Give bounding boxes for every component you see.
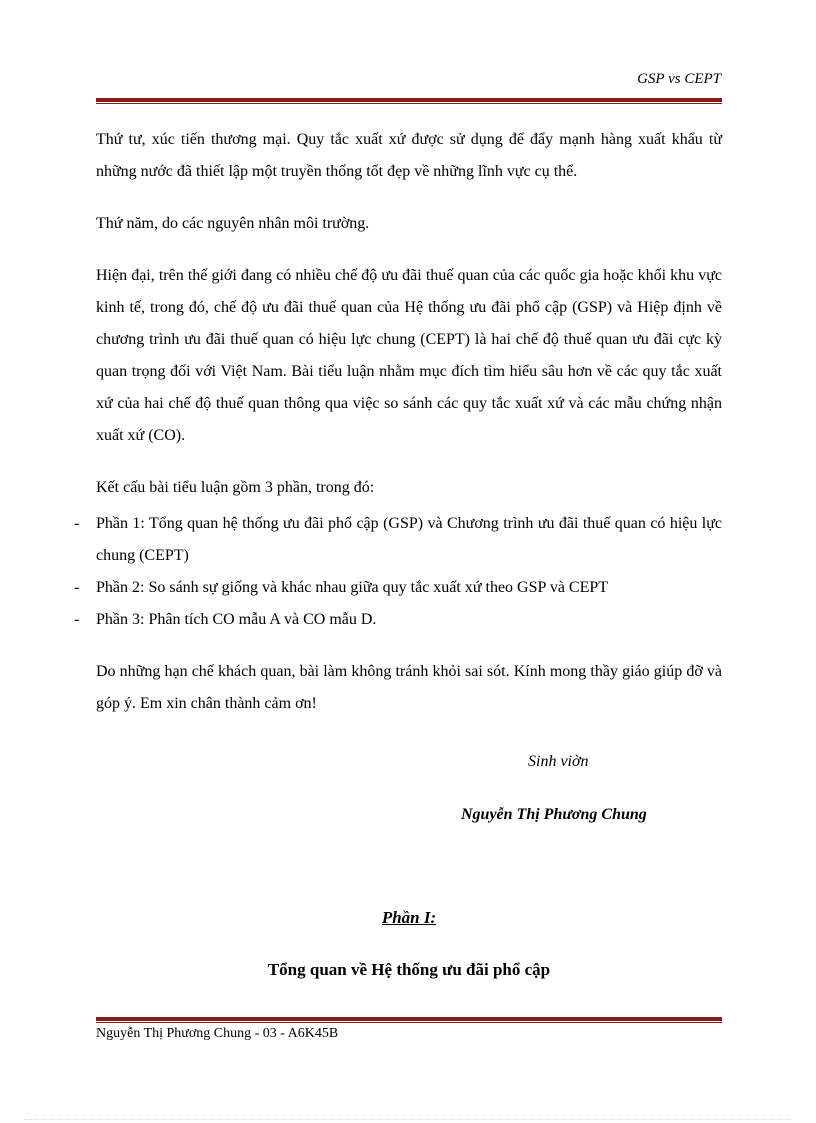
list-item-text: Phần 2: So sánh sự giống và khác nhau giữa quy tắc xuất xứ theo GSP và CEPT — [96, 579, 609, 596]
parts-list — [74, 508, 722, 636]
list-item — [74, 572, 722, 604]
running-header: GSP vs CEPT — [637, 71, 721, 87]
list-item — [74, 604, 722, 636]
list-item-text: Phần 1: Tổng quan hệ thống ưu đãi phổ cập (GSP) và Chương trình ưu đãi thuế quan có hiệu lực chung (CEPT) — [96, 515, 722, 564]
dash-bullet: - — [74, 579, 80, 596]
page-footer: Nguyễn Thị Phương Chung - 03 - A6K45B — [96, 1026, 339, 1041]
body-text — [74, 124, 722, 740]
signature-name: Nguyễn Thị Phương Chung — [461, 806, 647, 823]
paragraph-promotion: Thứ tư, xúc tiến thương mại. Quy tắc xuất xứ được sử dụng để đẩy mạnh hàng xuất khẩu từ những nước đã thiết lập một truyền thống tốt đẹp về những lĩnh vực cụ thể. — [96, 131, 722, 180]
list-item — [74, 508, 722, 572]
paragraph-structure: Kết cấu bài tiểu luận gồm 3 phần, trong đó: — [96, 479, 375, 496]
dash-bullet: - — [74, 611, 80, 628]
footer-rule — [96, 1017, 722, 1024]
paragraph-introduction: Hiện đại, trên thế giới đang có nhiều chế độ ưu đãi thuế quan của các quốc gia hoặc khối khu vực kinh tế, trong đó, chế độ ưu đãi thuế quan của Hệ thống ưu đãi phổ cập (GSP) và Hiệp định về chương trình ưu đãi thuế quan có hiệu lực chung (CEPT) là hai chế độ thuế quan ưu đãi cực kỳ quan trọng đối với Việt Nam. Bài tiểu luận nhằm mục đích tìm hiểu sâu hơn về các quy tắc xuất xứ của hai chế độ thuế quan thông qua việc so sánh các quy tắc xuất xứ và các mẫu chứng nhận xuất xứ (CO). — [96, 267, 722, 444]
page-edge-divider — [24, 1119, 792, 1120]
signature-role: Sinh viờn — [528, 753, 589, 770]
section-title: Tổng quan về Hệ thống ưu đãi phổ cập — [267, 960, 551, 979]
section-heading: Phần I: — [381, 908, 437, 927]
paragraph-environment: Thứ năm, do các nguyên nhân môi trường. — [96, 215, 370, 232]
list-item-text: Phần 3: Phân tích CO mẫu A và CO mẫu D. — [96, 611, 377, 628]
paragraph-closing: Do những hạn chế khách quan, bài làm không tránh khỏi sai sót. Kính mong thầy giáo giúp đỡ và góp ý. Em xin chân thành cảm ơn! — [96, 663, 722, 712]
dash-bullet: - — [74, 515, 80, 532]
header-rule — [96, 98, 722, 105]
